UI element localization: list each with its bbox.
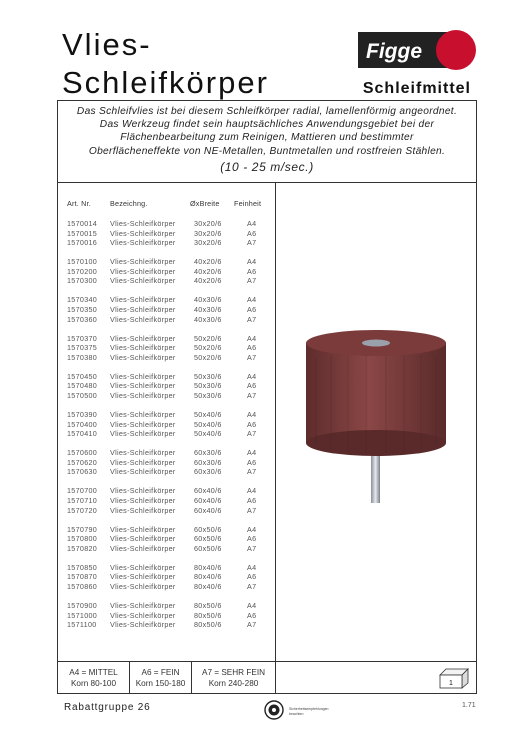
dimension: 60x50/6 bbox=[194, 524, 222, 534]
category-subtitle: Schleifmittel bbox=[362, 80, 471, 97]
product-name: Vlies-Schleifkörper bbox=[110, 543, 176, 553]
dimension: 50x30/6 bbox=[194, 391, 222, 400]
dimension: 80x40/6 bbox=[194, 572, 222, 582]
article-number: 1570790 bbox=[67, 524, 98, 534]
dimension: 50x40/6 bbox=[194, 410, 222, 419]
article-number: 1571000 bbox=[67, 610, 98, 620]
dimension: 40x20/6 bbox=[194, 276, 222, 286]
product-name: Vlies-Schleifkörper bbox=[110, 257, 176, 267]
grade: A4 bbox=[247, 219, 257, 228]
article-number: 1570860 bbox=[67, 582, 98, 591]
grade: A4 bbox=[247, 295, 257, 305]
article-number: 1570870 bbox=[67, 572, 98, 582]
header-feinheit: Feinheit bbox=[234, 199, 262, 208]
grade: A6 bbox=[247, 457, 257, 467]
grade-legend bbox=[58, 661, 476, 693]
grade: A7 bbox=[247, 429, 257, 439]
product-name: Vlies-Schleifkörper bbox=[110, 610, 176, 620]
grade: A6 bbox=[247, 305, 257, 314]
product-name: Vlies-Schleifkörper bbox=[110, 562, 176, 572]
description-line-2: Das Werkzeug findet sein hauptsächliches Anwendungsgebiet bei der bbox=[99, 119, 435, 131]
grade: A7 bbox=[247, 314, 257, 324]
product-name: Vlies-Schleifkörper bbox=[110, 620, 176, 630]
dimension: 30x20/6 bbox=[194, 238, 222, 248]
grade: A7 bbox=[247, 276, 257, 286]
grade: A7 bbox=[247, 505, 257, 515]
article-number: 1570300 bbox=[67, 276, 98, 286]
article-number: 1570500 bbox=[67, 391, 98, 400]
dimension: 30x20/6 bbox=[194, 228, 222, 238]
article-number: 1570800 bbox=[67, 534, 98, 544]
dimension: 60x40/6 bbox=[194, 486, 222, 496]
dimension: 50x20/6 bbox=[194, 352, 222, 362]
dimension: 80x50/6 bbox=[194, 610, 222, 620]
dimension: 30x20/6 bbox=[194, 219, 222, 228]
wheel-bottom bbox=[306, 430, 446, 456]
grade: A6 bbox=[247, 343, 257, 353]
product-description bbox=[58, 101, 476, 183]
legend-a6 bbox=[130, 662, 192, 693]
product-name: Vlies-Schleifkörper bbox=[110, 352, 176, 362]
grade: A6 bbox=[247, 266, 257, 276]
product-name: Vlies-Schleifkörper bbox=[110, 333, 176, 343]
dimension: 60x30/6 bbox=[194, 457, 222, 467]
logo-text: Figge bbox=[366, 40, 422, 63]
dimension: 60x40/6 bbox=[194, 496, 222, 505]
product-name: Vlies-Schleifkörper bbox=[110, 228, 176, 238]
product-name: Vlies-Schleifkörper bbox=[110, 486, 176, 496]
product-name: Vlies-Schleifkörper bbox=[110, 381, 176, 391]
article-number: 1570620 bbox=[67, 457, 98, 467]
dimension: 60x50/6 bbox=[194, 534, 222, 544]
dimension: 40x20/6 bbox=[194, 257, 222, 267]
grade: A6 bbox=[247, 572, 257, 582]
product-name: Vlies-Schleifkörper bbox=[110, 371, 176, 381]
dimension: 60x30/6 bbox=[194, 467, 222, 477]
legend-a6-code: A6 = FEIN bbox=[141, 668, 180, 677]
legend-a4-korn: Korn 80-100 bbox=[70, 679, 117, 688]
grade: A4 bbox=[247, 371, 257, 381]
article-number: 1570375 bbox=[67, 343, 98, 353]
product-name: Vlies-Schleifkörper bbox=[110, 572, 176, 582]
legend-a4 bbox=[58, 662, 130, 693]
dimension: 60x30/6 bbox=[194, 448, 222, 458]
description-line-3: Flächenbearbeitung zum Reinigen, Mattieren und bestimmter bbox=[120, 132, 414, 144]
product-name: Vlies-Schleifkörper bbox=[110, 295, 176, 305]
article-number: 1570630 bbox=[67, 467, 98, 477]
grade: A4 bbox=[247, 257, 257, 267]
dimension: 40x20/6 bbox=[194, 266, 222, 276]
logo-red-circle bbox=[436, 30, 476, 70]
grade: A7 bbox=[247, 352, 257, 362]
product-name: Vlies-Schleifkörper bbox=[110, 448, 176, 458]
grade: A4 bbox=[247, 410, 257, 419]
page-title bbox=[62, 26, 322, 102]
article-number: 1570400 bbox=[67, 419, 98, 429]
article-number: 1570850 bbox=[67, 562, 98, 572]
grade: A4 bbox=[247, 562, 257, 572]
article-number: 1570340 bbox=[67, 295, 98, 305]
grade: A7 bbox=[247, 620, 257, 630]
grade: A6 bbox=[247, 381, 257, 391]
dimension: 80x50/6 bbox=[194, 620, 222, 630]
safety-seal-icon bbox=[264, 700, 284, 720]
product-name: Vlies-Schleifkörper bbox=[110, 467, 176, 477]
grade: A4 bbox=[247, 601, 257, 610]
page-number: 1.71 bbox=[462, 702, 476, 709]
grade: A6 bbox=[247, 419, 257, 429]
grade: A6 bbox=[247, 610, 257, 620]
article-number: 1570820 bbox=[67, 543, 98, 553]
product-name: Vlies-Schleifkörper bbox=[110, 524, 176, 534]
grade: A4 bbox=[247, 333, 257, 343]
product-name: Vlies-Schleifkörper bbox=[110, 496, 176, 505]
product-name: Vlies-Schleifkörper bbox=[110, 419, 176, 429]
article-number: 1570410 bbox=[67, 429, 98, 439]
article-number: 1570350 bbox=[67, 305, 98, 314]
article-number: 1570600 bbox=[67, 448, 98, 458]
article-number: 1570016 bbox=[67, 238, 98, 248]
title-line-1: Vlies- bbox=[62, 27, 152, 62]
grade: A7 bbox=[247, 582, 257, 591]
dimension: 40x30/6 bbox=[194, 295, 222, 305]
speed-range: (10 - 25 m/sec.) bbox=[220, 159, 314, 174]
article-number: 1570015 bbox=[67, 228, 98, 238]
description-line-4: Oberflächeneffekte von NE-Metallen, Buntmetallen und rostfreien Stählen. bbox=[88, 145, 446, 157]
product-name: Vlies-Schleifkörper bbox=[110, 391, 176, 400]
header-dimension: ØxBreite bbox=[190, 199, 220, 208]
article-number: 1570450 bbox=[67, 371, 98, 381]
header-bezeichnung: Bezeichng. bbox=[110, 199, 148, 208]
grade: A7 bbox=[247, 238, 257, 248]
discount-group: Rabattgruppe 26 bbox=[64, 702, 151, 713]
dimension: 50x30/6 bbox=[194, 371, 222, 381]
dimension: 80x50/6 bbox=[194, 601, 222, 610]
product-name: Vlies-Schleifkörper bbox=[110, 343, 176, 353]
wheel-hub bbox=[362, 340, 390, 347]
dimension: 50x20/6 bbox=[194, 343, 222, 353]
product-name: Vlies-Schleifkörper bbox=[110, 582, 176, 591]
grade: A4 bbox=[247, 486, 257, 496]
product-name: Vlies-Schleifkörper bbox=[110, 429, 176, 439]
legend-a7 bbox=[192, 662, 276, 693]
grade: A7 bbox=[247, 543, 257, 553]
grade: A4 bbox=[247, 524, 257, 534]
flap-wheel-image bbox=[276, 183, 476, 661]
article-table bbox=[58, 183, 276, 661]
dimension: 80x40/6 bbox=[194, 562, 222, 572]
article-number: 1570360 bbox=[67, 314, 98, 324]
safety-note-line-2: beachten bbox=[289, 712, 304, 716]
product-name: Vlies-Schleifkörper bbox=[110, 410, 176, 419]
product-name: Vlies-Schleifkörper bbox=[110, 534, 176, 544]
legend-a7-korn: Korn 240-280 bbox=[208, 679, 259, 688]
article-number: 1570390 bbox=[67, 410, 98, 419]
article-number: 1570014 bbox=[67, 219, 98, 228]
product-name: Vlies-Schleifkörper bbox=[110, 276, 176, 286]
dimension: 80x40/6 bbox=[194, 582, 222, 591]
product-name: Vlies-Schleifkörper bbox=[110, 457, 176, 467]
grade: A7 bbox=[247, 467, 257, 477]
article-number: 1570100 bbox=[67, 257, 98, 267]
article-number: 1570370 bbox=[67, 333, 98, 343]
package-quantity: 1 bbox=[449, 680, 453, 687]
grade: A7 bbox=[247, 391, 257, 400]
figge-logo bbox=[358, 30, 476, 70]
grade: A6 bbox=[247, 228, 257, 238]
product-frame bbox=[57, 100, 477, 694]
dimension: 60x40/6 bbox=[194, 505, 222, 515]
grade: A6 bbox=[247, 496, 257, 505]
article-number: 1570480 bbox=[67, 381, 98, 391]
legend-a4-code: A4 = MITTEL bbox=[69, 668, 118, 677]
article-number: 1571100 bbox=[67, 620, 97, 630]
safety-note bbox=[289, 707, 329, 717]
package-box-icon bbox=[438, 667, 470, 689]
product-name: Vlies-Schleifkörper bbox=[110, 601, 176, 610]
dimension: 50x20/6 bbox=[194, 333, 222, 343]
dimension: 50x30/6 bbox=[194, 381, 222, 391]
product-name: Vlies-Schleifkörper bbox=[110, 266, 176, 276]
product-name: Vlies-Schleifkörper bbox=[110, 505, 176, 515]
wheel-body bbox=[306, 343, 446, 443]
product-name: Vlies-Schleifkörper bbox=[110, 238, 176, 248]
product-image-area bbox=[276, 183, 476, 661]
product-name: Vlies-Schleifkörper bbox=[110, 219, 176, 228]
dimension: 50x40/6 bbox=[194, 429, 222, 439]
dimension: 60x50/6 bbox=[194, 543, 222, 553]
grade: A4 bbox=[247, 448, 257, 458]
article-number: 1570710 bbox=[67, 496, 98, 505]
article-number: 1570380 bbox=[67, 352, 98, 362]
dimension: 40x30/6 bbox=[194, 305, 222, 314]
dimension: 50x40/6 bbox=[194, 419, 222, 429]
title-line-2: Schleifkörper bbox=[62, 65, 269, 100]
header-art-nr: Art. Nr. bbox=[67, 199, 91, 208]
article-number: 1570700 bbox=[67, 486, 98, 496]
description-line-1: Das Schleifvlies ist bei diesem Schleifkörper radial, lamellenförmig angeordnet. bbox=[76, 106, 458, 117]
legend-a7-code: A7 = SEHR FEIN bbox=[201, 668, 266, 677]
safety-note-line-1: Sicherheitsempfehlungen bbox=[289, 707, 329, 711]
legend-a6-korn: Korn 150-180 bbox=[135, 679, 186, 688]
dimension: 40x30/6 bbox=[194, 314, 222, 324]
grade: A6 bbox=[247, 534, 257, 544]
product-name: Vlies-Schleifkörper bbox=[110, 305, 176, 314]
article-number: 1570200 bbox=[67, 266, 98, 276]
article-number: 1570900 bbox=[67, 601, 98, 610]
product-name: Vlies-Schleifkörper bbox=[110, 314, 176, 324]
article-number: 1570720 bbox=[67, 505, 98, 515]
